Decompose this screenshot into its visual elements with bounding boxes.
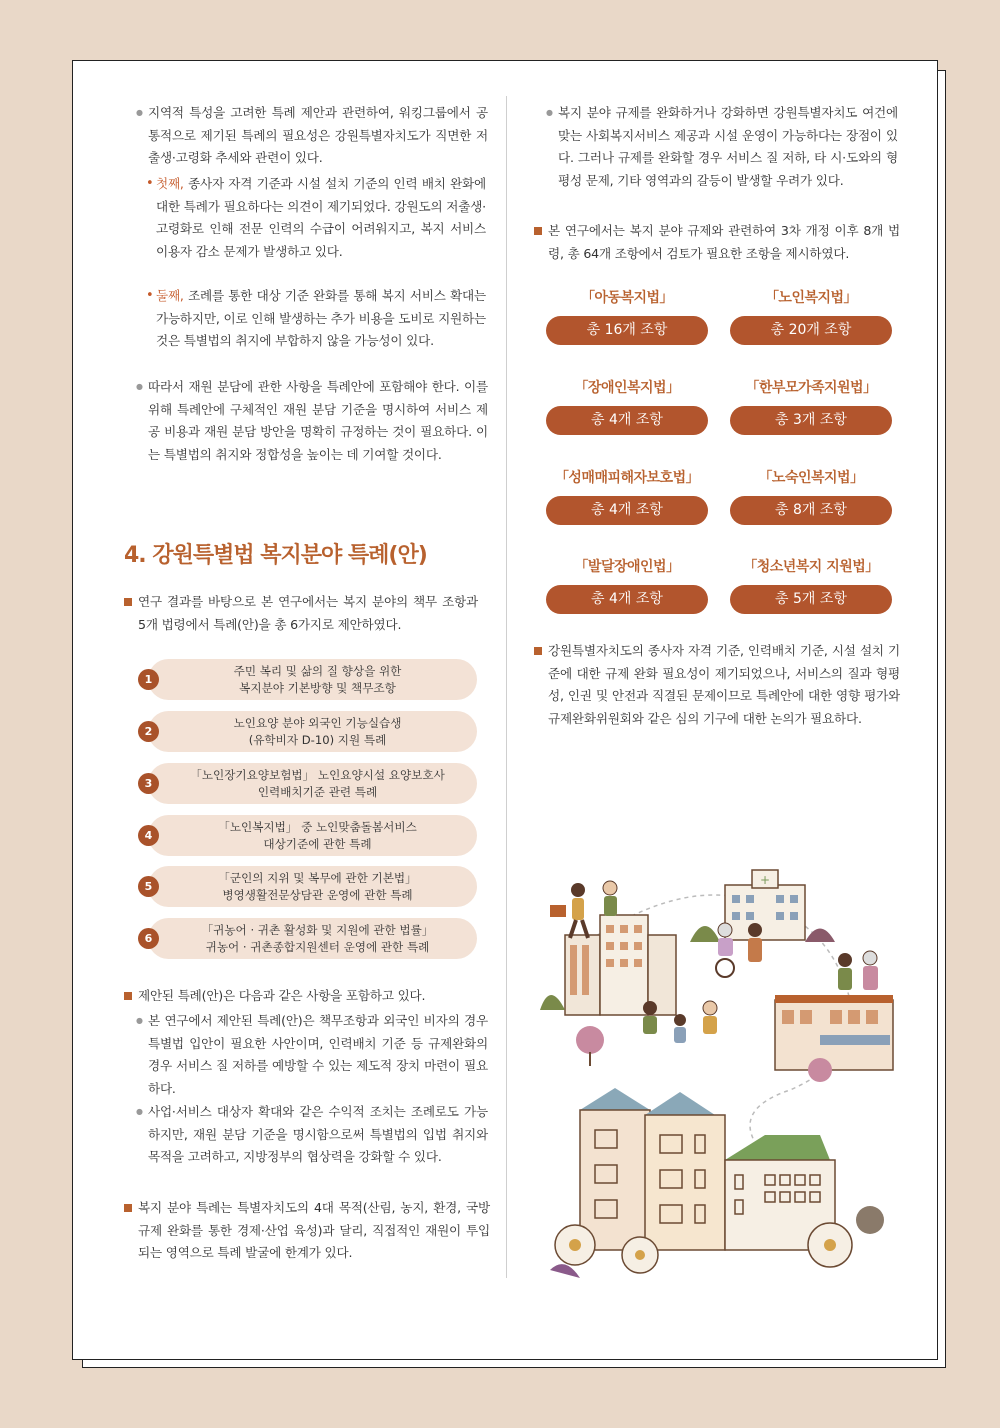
proposal-line: 「노인복지법」 중 노인맞춤돌봄서비스 [218, 820, 417, 834]
person-with-phone-icon [603, 881, 617, 916]
shop-building [775, 995, 893, 1082]
contents-bullet-1: ● 본 연구에서 제안된 특례(안)은 책무조항과 외국인 비자의 경우 특별법 입안이 필요한 사안이며, 인력배치 기준 등 규제완화의 경우 서비스 질 저하를 예방할 수 있는 제도적 장치 마련이 필요하다. [136, 1010, 488, 1100]
law-card-disability-welfare [546, 376, 708, 435]
office-buildings [540, 915, 676, 1015]
law-name: 「한부모가족지원법」 [745, 380, 877, 396]
second-point [146, 285, 486, 353]
first-point-text: 종사자 자격 기준과 시설 설치 기준의 인력 배치 완화에 대한 특례가 필요하다는 의견이 제기되었다. 강원도의 저출생·고령화로 인해 전문 인력의 수급이 어려워지고, 복지 서비스 이용자 감소 문제가 발생하고 있다. [156, 176, 486, 259]
proposal-item-3 [144, 763, 477, 804]
proposal-number-badge: 6 [138, 928, 159, 949]
closing-note: 강원특별자치도의 종사자 자격 기준, 인력배치 기준, 시설 설치 기준에 대한 규제 완화 필요성이 제기되었으나, 서비스의 질과 형평성, 인권 및 안전과 직결된 문제이므로 특례안에 대한 영향 평가와 규제완화위원회와 같은 심의 기구에 대한 논의가 필요하다. [534, 640, 900, 730]
proposal-item-1 [144, 659, 477, 700]
contents-bullet-2: ● 사업·서비스 대상자 확대와 같은 수익적 조치는 조례로도 가능하지만, 재원 분담 기준을 명시함으로써 특별법의 입법 취지와 목적을 고려하고, 지방정부의 협상력을 강화할 수 있다. [136, 1101, 488, 1169]
second-point-label: 둘째, [156, 288, 184, 303]
law-card-child-welfare [546, 286, 708, 345]
first-point [146, 173, 486, 263]
proposal-item-6 [144, 918, 477, 959]
proposal-line: 「군인의 지위 및 복무에 관한 기본법」 [218, 871, 417, 885]
section-heading: 4. 강원특별법 복지분야 특례(안) [124, 543, 427, 568]
proposal-item-5 [144, 866, 477, 907]
proposal-line: 병영생활전문상담관 운영에 관한 특례 [222, 887, 413, 902]
law-name: 「장애인복지법」 [574, 380, 680, 396]
proposal-line: 귀농어 · 귀촌종합지원센터 운영에 관한 특례 [205, 939, 430, 954]
law-card-developmental-disability [546, 555, 708, 614]
proposal-item-2 [144, 711, 477, 752]
law-count-badge: 총 20개 조항 [730, 316, 892, 345]
finance-bullet: ● 따라서 재원 분담에 관한 사항을 특례안에 포함해야 한다. 이를 위해 특례안에 구체적인 재원 분담 기준을 명시하여 서비스 제공 비용과 재원 분담 방안을 명확히 규정하는 것이 필요하다. 이는 특별법의 취지와 정합성을 높이는 데 기여할 것이다. [136, 376, 488, 466]
proposal-line: 「노인장기요양보험법」 노인요양시설 요양보호사 [190, 768, 445, 782]
law-name: 「노인복지법」 [764, 290, 858, 306]
law-card-single-parent [730, 376, 892, 435]
proposal-text [168, 715, 467, 748]
svg-text:+: + [759, 873, 771, 887]
law-card-victim-protection [546, 466, 708, 525]
law-name: 「청소년복지 지원법」 [743, 559, 879, 575]
law-count-badge: 총 4개 조항 [546, 585, 708, 614]
law-count-badge: 총 4개 조항 [546, 496, 708, 525]
law-card-homeless-welfare [730, 466, 892, 525]
proposal-intro: 연구 결과를 바탕으로 본 연구에서는 복지 분야의 책무 조항과 5개 법령에서 특례(안)을 총 6가지로 제안하였다. [124, 591, 478, 636]
apartment-buildings [580, 1088, 835, 1250]
law-name: 「아동복지법」 [580, 290, 674, 306]
law-count-badge: 총 16개 조항 [546, 316, 708, 345]
review-note: 본 연구에서는 복지 분야 규제와 관련하여 3차 개정 이후 8개 법령, 총 64개 조항에서 검토가 필요한 조항을 제시하였다. [534, 220, 900, 265]
law-card-elderly-welfare [730, 286, 892, 345]
proposal-text [168, 767, 467, 800]
proposal-number-badge: 4 [138, 825, 159, 846]
proposal-text [168, 870, 467, 903]
law-card-youth-welfare [730, 555, 892, 614]
proposal-line: 「귀농어 · 귀촌 활성화 및 지원에 관한 법률」 [201, 923, 434, 937]
contents-intro: 제안된 특례(안)은 다음과 같은 사항을 포함하고 있다. [124, 985, 490, 1008]
proposal-text [168, 819, 467, 852]
proposal-text [168, 663, 467, 696]
person-with-bag-icon [550, 883, 588, 938]
law-count-badge: 총 4개 조항 [546, 406, 708, 435]
regulation-bullet: ● 복지 분야 규제를 완화하거나 강화하면 강원특별자치도 여건에 맞는 사회복지서비스 제공과 시설 운영이 가능하다는 장점이 있다. 그러나 규제를 완화할 경우 서비스 질 저하, 타 시·도와의 형평성 문제, 기타 영역과의 갈등이 발생할 우려가 있다. [546, 102, 898, 192]
law-count-badge: 총 3개 조항 [730, 406, 892, 435]
tree-icon [576, 1026, 604, 1066]
proposal-number-badge: 3 [138, 773, 159, 794]
proposal-text [168, 922, 467, 955]
community-illustration [530, 860, 910, 1290]
second-point-text: 조례를 통한 대상 기준 완화를 통해 복지 서비스 확대는 가능하지만, 이로 인해 발생하는 추가 비용을 도비로 지원하는 것은 특별법의 취지에 부합하지 않을 가능성이 있다. [156, 288, 486, 348]
law-count-badge: 총 5개 조항 [730, 585, 892, 614]
proposal-line: 대상기준에 관한 특례 [263, 836, 372, 851]
proposal-number-badge: 2 [138, 721, 159, 742]
family-celebrating-icon [838, 951, 878, 990]
proposal-line: 인력배치기준 관련 특례 [257, 784, 378, 799]
column-divider [506, 96, 507, 1278]
proposal-item-4 [144, 815, 477, 856]
intro-bullet: ● 지역적 특성을 고려한 특례 제안과 관련하여, 워킹그룹에서 공통적으로 제기된 특례의 필요성은 강원특별자치도가 직면한 저출생·고령화 추세와 관련이 있다. [136, 102, 488, 170]
proposal-number-badge: 5 [138, 876, 159, 897]
law-name: 「노숙인복지법」 [758, 470, 864, 486]
proposal-line: 주민 복리 및 삶의 질 향상을 위한 [233, 664, 402, 678]
limit-note: 복지 분야 특례는 특별자치도의 4대 목적(산림, 농지, 환경, 국방 규제 완화를 통한 경제·산업 육성)과 달리, 직접적인 재원이 투입되는 영역으로 특례 발굴에 한계가 있다. [124, 1197, 490, 1265]
first-point-label: 첫째, [156, 176, 184, 191]
proposal-line: 복지분야 기본방향 및 책무조항 [239, 680, 396, 695]
running-children-icon [643, 1001, 717, 1043]
law-name: 「성매매피해자보호법」 [554, 470, 700, 486]
proposal-line: 노인요양 분야 외국인 기능실습생 [233, 716, 402, 730]
law-name: 「발달장애인법」 [574, 559, 680, 575]
law-count-badge: 총 8개 조항 [730, 496, 892, 525]
hospital-building [690, 870, 835, 942]
proposal-number-badge: 1 [138, 669, 159, 690]
proposal-line: (유학비자 D-10) 지원 특례 [248, 732, 387, 747]
